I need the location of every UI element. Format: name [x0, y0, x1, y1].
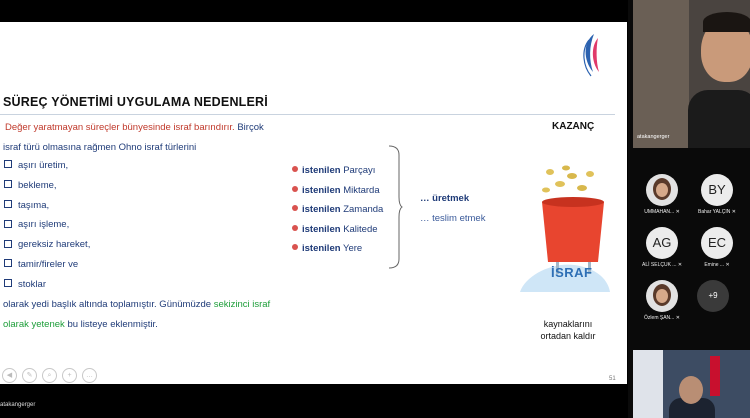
- pen-icon[interactable]: ✎: [22, 368, 37, 383]
- produce-label: … üretmek: [420, 193, 470, 204]
- outro-green-2: olarak yetenek: [3, 319, 65, 330]
- second-camera-video[interactable]: [633, 350, 750, 418]
- main-camera-video[interactable]: [633, 0, 750, 148]
- mic-off-icon: ✕: [677, 262, 683, 268]
- waste-item-text: aşırı üretim,: [18, 160, 69, 171]
- waste-item-text: aşırı işleme,: [18, 219, 70, 231]
- gain-label: KAZANÇ: [552, 121, 595, 132]
- photo-face: [656, 289, 668, 303]
- remove-waste-label: kaynaklarını ortadan kaldır: [540, 319, 596, 341]
- outro-text-1: olarak yedi başlık altında toplamıştır. Günümüzde: [3, 299, 212, 310]
- photo-face: [656, 183, 668, 197]
- wanted-rest: Kalitede: [343, 223, 378, 235]
- wanted-list-item: [292, 243, 362, 254]
- waste-item-text: stoklar: [18, 278, 46, 290]
- participant-photo: [646, 280, 678, 312]
- wanted-rest: Zamanda: [343, 204, 384, 215]
- more-icon[interactable]: …: [82, 368, 97, 383]
- participant-name: UMMAHAN... ✕: [644, 209, 680, 215]
- outro-line-1: [3, 299, 270, 310]
- presentation-slide: [0, 22, 627, 384]
- waste-list-item: [4, 279, 46, 290]
- waste-list-item: [4, 160, 68, 171]
- wanted-bold: istenilen: [302, 165, 341, 176]
- slide-title: SÜREÇ YÖNETİMİ UYGULAMA NEDENLERİ: [3, 95, 268, 109]
- mic-off-icon: ✕: [725, 262, 730, 268]
- square-bullet-icon: [4, 180, 12, 188]
- participant-avatar: EC: [701, 227, 733, 259]
- mic-off-icon: ✕: [675, 209, 680, 215]
- participant-tile[interactable]: [697, 174, 737, 215]
- waste-list-item: [4, 259, 78, 270]
- speaker-body: [688, 90, 750, 148]
- participant-tile[interactable]: [642, 174, 682, 215]
- red-dot-icon: [292, 225, 298, 231]
- deliver-label: … teslim etmek: [420, 213, 486, 224]
- waste-list-item: [4, 239, 90, 250]
- square-bullet-icon: [4, 279, 12, 287]
- red-dot-icon: [292, 205, 298, 211]
- wanted-list-item: [292, 185, 380, 196]
- main-camera-name: atakangerger: [637, 134, 670, 140]
- square-bullet-icon: [4, 259, 12, 267]
- participant-photo: [646, 174, 678, 206]
- more-participants-button[interactable]: +9: [697, 280, 729, 312]
- university-logo: [569, 28, 615, 82]
- intro-red-text: Değer yaratmayan süreçler bünyesinde israf barındırır.: [5, 122, 235, 133]
- presenter-label: atakangerger: [0, 402, 36, 408]
- square-bullet-icon: [4, 200, 12, 208]
- wanted-bold: istenilen: [302, 223, 341, 235]
- wanted-rest: Yere: [343, 243, 363, 254]
- outro-text-2: bu listeye eklenmiştir.: [67, 319, 158, 330]
- person-face: [679, 376, 703, 404]
- page-number: 51: [609, 376, 616, 382]
- red-dot-icon: [292, 166, 298, 172]
- brace-bracket: [387, 145, 403, 269]
- waste-label: İSRAF: [551, 265, 593, 280]
- participant-name: Emine ... ✕: [704, 262, 730, 268]
- intro-blue-text: Birçok: [237, 122, 264, 133]
- waste-item-text: tamir/fireler ve: [18, 259, 79, 270]
- wanted-bold: istenilen: [302, 243, 341, 254]
- participant-tile[interactable]: [642, 227, 682, 268]
- search-icon[interactable]: ⌕: [42, 368, 57, 383]
- participant-tile[interactable]: [642, 280, 682, 321]
- slide-toolbar: [2, 368, 97, 383]
- waste-item-text: gereksiz hareket,: [18, 239, 91, 251]
- intro-line-2: israf türü olmasına rağmen Ohno israf türlerini: [3, 142, 197, 153]
- wanted-rest: Miktarda: [343, 184, 380, 196]
- wanted-rest: Parçayı: [343, 165, 376, 176]
- red-dot-icon: [292, 244, 298, 250]
- intro-line-1: [5, 122, 264, 133]
- wanted-bold: istenilen: [302, 204, 341, 215]
- title-divider: [0, 114, 615, 115]
- wall-background: [633, 350, 663, 418]
- outro-line-2: [3, 319, 158, 330]
- waste-list-item: [4, 180, 57, 191]
- waste-item-text: bekleme,: [18, 179, 57, 191]
- waste-list-item: [4, 200, 49, 211]
- participant-avatar: BY: [701, 174, 733, 206]
- participant-name: Özlem ŞAN... ✕: [644, 315, 680, 321]
- wanted-list-item: [292, 224, 378, 235]
- mic-off-icon: ✕: [675, 315, 680, 321]
- zoom-in-icon[interactable]: +: [62, 368, 77, 383]
- outro-green-1: sekizinci israf: [213, 299, 271, 310]
- waste-list-item: [4, 219, 69, 230]
- red-dot-icon: [292, 186, 298, 192]
- waste-item-text: taşıma,: [18, 199, 50, 211]
- participant-name: ALİ SELÇUK ... ✕: [642, 262, 683, 268]
- wanted-bold: istenilen: [302, 184, 341, 196]
- wanted-list-item: [292, 165, 375, 176]
- participant-avatar: AG: [646, 227, 678, 259]
- participant-tile[interactable]: [697, 227, 737, 268]
- speaker-hair: [703, 12, 750, 32]
- participant-name: Bahar YALÇIN ✕: [698, 209, 736, 215]
- flag: [710, 356, 720, 396]
- wanted-list-item: [292, 204, 383, 215]
- mic-off-icon: ✕: [731, 209, 736, 215]
- arrow-icon[interactable]: ◀: [2, 368, 17, 383]
- square-bullet-icon: [4, 160, 12, 168]
- bookshelf-background: [633, 0, 689, 148]
- square-bullet-icon: [4, 240, 12, 248]
- square-bullet-icon: [4, 220, 12, 228]
